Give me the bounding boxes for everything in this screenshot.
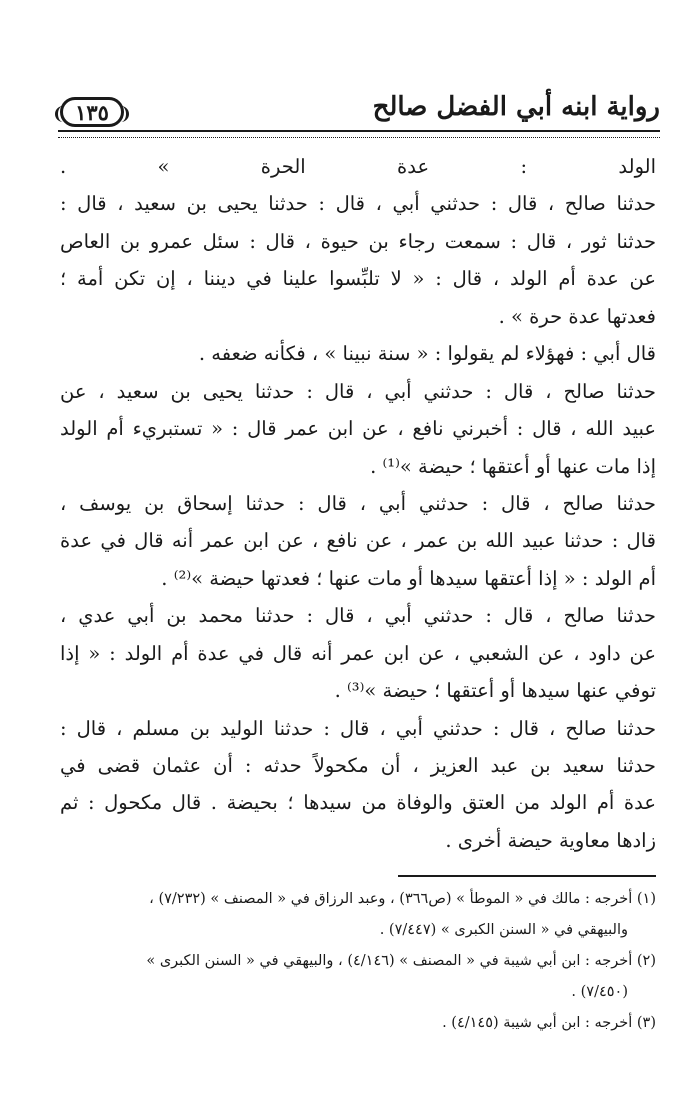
page-number: ١٣٥	[75, 99, 109, 125]
text-line: حدثنا سعيد بن عبد العزيز ، أن مكحولاً حدثه : أن عثمان قضى في	[60, 754, 656, 777]
footnote-2-line: (٧/٤٥٠) .	[571, 984, 628, 1000]
text-line: قال : حدثنا عبيد الله بن عمر ، عن نافع ، عن ابن عمر أنه قال في عدة	[60, 529, 656, 553]
footnote-1-line: والبيهقي في « السنن الكبرى » (٧/٤٤٧) .	[379, 922, 628, 938]
text-line: قال أبي : فهؤلاء لم يقولوا : « سنة نبينا » ، فكأنه ضعفه .	[198, 342, 656, 366]
header-rule	[58, 130, 660, 138]
text-line: عبيد الله ، قال : أخبرني نافع ، عن ابن عمر قال : « تستبريء أم الولد	[60, 417, 656, 441]
footnotes	[60, 884, 656, 1039]
text-line: الولد : عدة الحرة » .	[60, 155, 656, 178]
text-line: حدثنا صالح ، قال : حدثني أبي ، قال : حدثنا إسحاق بن يوسف ،	[60, 491, 656, 515]
footnote-1-line: (١) أخرجه : مالك في « الموطأ » (ص٣٦٦) ، وعبد الرزاق في « المصنف » (٧/٢٣٢) ،	[149, 891, 656, 907]
text-line: حدثنا ثور ، قال : سمعت رجاء بن حيوة ، قال : سئل عمرو بن العاص	[60, 229, 656, 253]
text-line: إذا مات عنها أو أعتقها ؛ حيضة »⁽¹⁾ .	[370, 454, 656, 478]
text-line: عن عدة أم الولد ، قال : « لا تلبِّسوا علينا في ديننا ، إن تكن أمة ؛	[60, 267, 656, 291]
text-line: توفي عنها سيدها أو أعتقها ؛ حيضة »⁽³⁾ .	[334, 679, 656, 703]
text-line: عدة أم الولد من العتق والوفاة من سيدها ؛ بحيضة . قال مكحول : ثم	[60, 791, 656, 815]
text-line: حدثنا صالح ، قال : حدثني أبي ، قال : حدثنا محمد بن أبي عدي ،	[60, 604, 656, 628]
text-line: زادها معاوية حيضة أخرى .	[445, 828, 656, 852]
text-line: عن داود ، عن الشعبي ، عن ابن عمر أنه قال في عدة أم الولد : « إذا	[60, 641, 656, 665]
text-line: فعدتها عدة حرة » .	[498, 304, 656, 328]
text-line: حدثنا صالح ، قال : حدثني أبي ، قال : حدثنا يحيى بن سعيد ، عن	[60, 379, 656, 403]
footnote-3-line: (٣) أخرجه : ابن أبي شيبة (٤/١٤٥) .	[442, 1015, 656, 1031]
running-header-title: رواية ابنه أبي الفضل صالح	[372, 92, 660, 122]
footnote-divider	[398, 875, 656, 877]
text-line: حدثنا صالح ، قال : حدثني أبي ، قال : حدثنا يحيى بن سعيد ، قال :	[60, 192, 656, 216]
text-line: أم الولد : « إذا أعتقها سيدها أو مات عنها ؛ فعدتها حيضة »⁽²⁾ .	[161, 566, 656, 590]
page-number-badge	[60, 97, 124, 127]
text-line: حدثنا صالح ، قال : حدثني أبي ، قال : حدثنا الوليد بن مسلم ، قال :	[60, 716, 656, 740]
main-text	[60, 148, 656, 859]
footnote-2-line: (٢) أخرجه : ابن أبي شيبة في « المصنف » (٤/١٤٦) ، والبيهقي في « السنن الكبرى »	[146, 953, 656, 969]
